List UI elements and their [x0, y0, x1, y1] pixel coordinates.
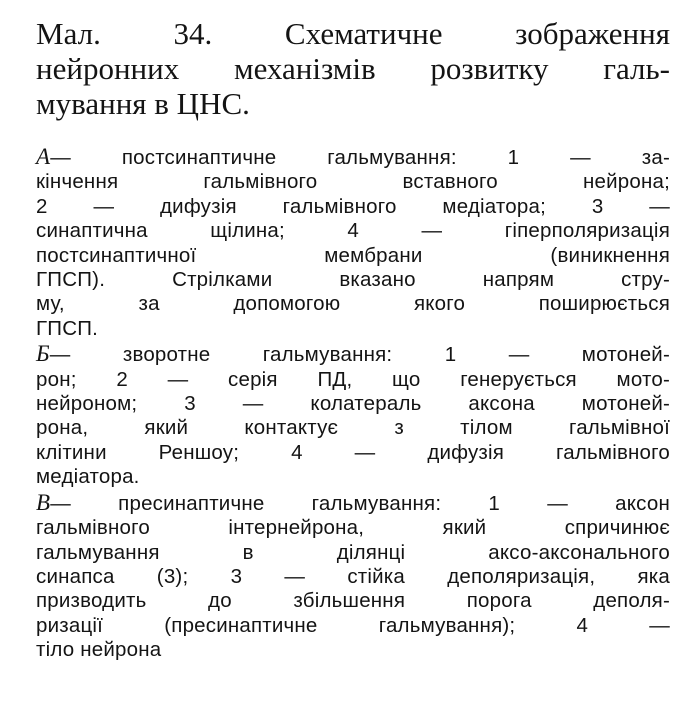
caption-line: мування в ЦНС.: [36, 86, 250, 121]
legend-line: кінчення гальмівного вставного нейрона;: [36, 170, 670, 194]
legend-line: 2 — дифузія гальмівного медіатора; 3 —: [36, 194, 670, 218]
legend-line: ГПСП). Стрілками вказано напрям стру-: [36, 268, 670, 292]
legend-line: ГПСП.: [36, 316, 99, 340]
legend-line: рона, який контактує з тілом гальмівної: [36, 416, 670, 440]
legend-paragraph-c: [36, 491, 670, 663]
legend-line: призводить до збільшення порога деполя-: [36, 589, 670, 613]
legend-line: гальмування в ділянці аксо-аксонального: [36, 540, 670, 564]
legend-line: ризації (пресинаптичне гальмування); 4 —: [36, 613, 670, 637]
legend-line: клітини Реншоу; 4 — дифузія гальмівного: [36, 440, 670, 464]
legend-paragraph-a: [36, 145, 670, 341]
legend-line: му, за допомогою якого поширюється: [36, 292, 670, 316]
legend-text: — зворотне гальмування: 1 — мотоней-: [49, 343, 670, 367]
legend-line: синапса (3); 3 — стійка деполяризація, яка: [36, 564, 670, 588]
caption-line: Мал. 34. Схематичне зображення: [36, 16, 670, 51]
legend-text: — пресинаптичне гальмування: 1 — аксон: [50, 491, 670, 515]
legend-line: гальмівного інтернейрона, який спричинює: [36, 516, 670, 540]
legend-line: [36, 145, 670, 170]
figure-caption-page: [36, 16, 670, 664]
figure-legend: [36, 145, 670, 663]
legend-line: нейроном; 3 — колатераль аксона мотоней-: [36, 392, 670, 416]
legend-text: — постсинаптичне гальмування: 1 — за-: [50, 146, 670, 169]
legend-line: тіло нейрона: [36, 638, 162, 662]
legend-paragraph-b: [36, 342, 670, 489]
caption-line: нейронних механізмів розвитку галь-: [36, 51, 670, 86]
legend-line: постсинаптичної мембрани (виникнення: [36, 243, 670, 267]
legend-line: рон; 2 — серія ПД, що генерується мото-: [36, 367, 670, 391]
legend-line: медіатора.: [36, 465, 140, 489]
legend-line: [36, 342, 670, 367]
legend-letter-a: А: [36, 144, 51, 169]
legend-letter-c: В: [36, 489, 51, 515]
legend-line: [36, 491, 670, 516]
legend-line: синаптична щілина; 4 — гіперполяризація: [36, 219, 670, 243]
legend-letter-b: Б: [36, 341, 50, 367]
figure-caption-title: [36, 16, 670, 121]
